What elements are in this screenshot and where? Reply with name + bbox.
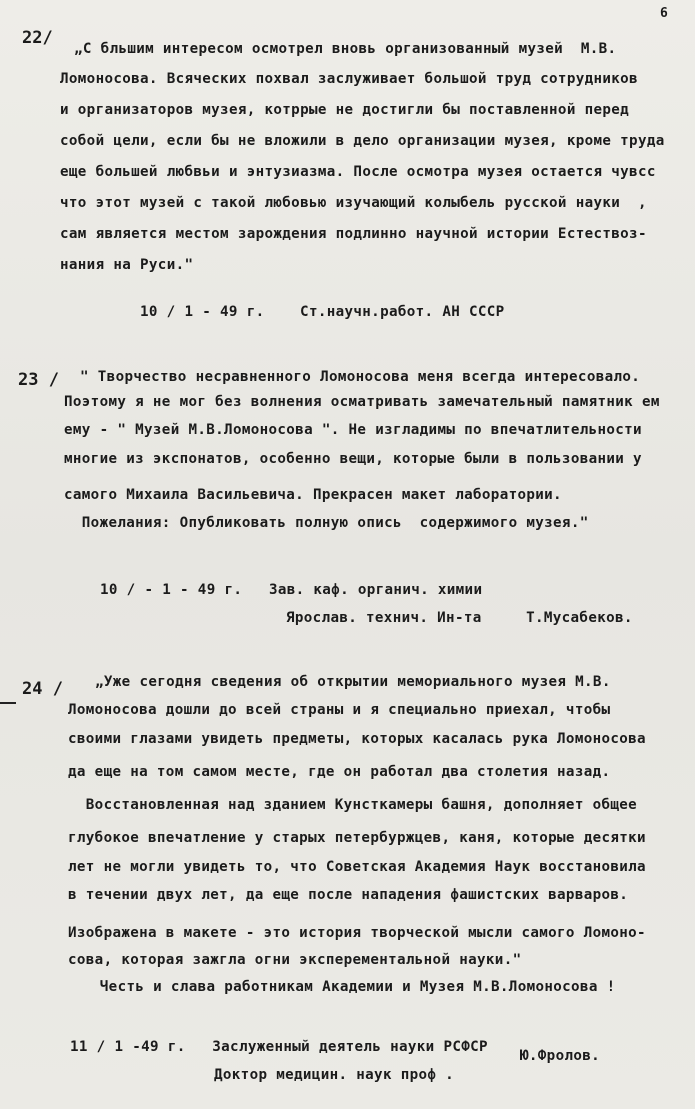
text-line: нания на Руси." bbox=[60, 257, 194, 273]
text-line: „Уже сегодня сведения об открытии мемориального музея М.В. bbox=[95, 674, 611, 690]
text-line: еще большей любвьи и энтузиазма. После осмотра музея остается чувсс bbox=[60, 164, 656, 180]
text-line: Ломоносова. Всяческих похвал заслуживает большой труд сотрудников bbox=[60, 71, 638, 87]
text-line: глубокое впечатление у старых петербуржцев, каня, которые десятки bbox=[68, 830, 646, 846]
text-line: Пожелания: Опубликовать полную опись содержимого музея." bbox=[64, 515, 589, 531]
signature-name: Ю.Фролов. bbox=[520, 1048, 601, 1064]
text-line: Поэтому я не мог без волнения осматривать замечательный памятник ем bbox=[64, 394, 660, 410]
text-line: своими глазами увидеть предметы, которых касалась рука Ломоносова bbox=[68, 731, 646, 747]
text-line: собой цели, если бы не вложили в дело организации музея, кроме труда bbox=[60, 133, 665, 149]
margin-mark bbox=[0, 702, 16, 704]
entry-number: 22/ bbox=[22, 28, 53, 48]
text-line: Восстановленная над зданием Кунсткамеры башня, дополняет общее bbox=[68, 797, 638, 813]
entry-number: 24 / bbox=[22, 679, 63, 699]
date-signature-line: 10 / - 1 - 49 г. Зав. каф. органич. химии bbox=[100, 582, 483, 598]
text-line: „С бльшим интересом осмотрел вновь организованный музей М.В. bbox=[74, 41, 617, 57]
signature-line: Доктор медицин. наук проф . bbox=[214, 1067, 455, 1083]
text-line: что этот музей с такой любовью изучающий колыбель русской науки , bbox=[60, 195, 647, 211]
signature-line: Ярослав. технич. Ин-та Т.Мусабеков. bbox=[286, 610, 633, 626]
entry-number: 23 / bbox=[18, 370, 59, 390]
text-line: Изображена в макете - это история творческой мысли самого Ломоно- bbox=[68, 925, 646, 941]
text-line: многие из экспонатов, особенно вещи, которые были в пользовании у bbox=[64, 451, 642, 467]
text-line: Честь и слава работникам Академии и Музея М.В.Ломоносова ! bbox=[82, 979, 616, 995]
text-line: Ломоносова дошли до всей страны и я специально приехал, чтобы bbox=[68, 702, 611, 718]
page-number: 6 bbox=[660, 6, 668, 21]
date-signature-line: 11 / 1 -49 г. Заслуженный деятель науки РСФСР bbox=[70, 1039, 488, 1055]
text-line: сова, которая зажгла огни эксперементальной науки." bbox=[68, 952, 522, 968]
text-line: в течении двух лет, да еще после нападения фашистских варваров. bbox=[68, 887, 629, 903]
text-line: самого Михаила Васильевича. Прекрасен макет лаборатории. bbox=[64, 487, 562, 503]
text-line: ему - " Музей М.В.Ломоносова ". Не изгладимы по впечатлительности bbox=[64, 422, 642, 438]
text-line: сам является местом зарождения подлинно научной истории Естествоз- bbox=[60, 226, 647, 242]
text-line: " Творчество несравненного Ломоносова меня всегда интересовало. bbox=[80, 369, 641, 385]
date-signature-line: 10 / 1 - 49 г. Ст.научн.работ. АН СССР bbox=[140, 304, 505, 320]
text-line: и организаторов музея, котррые не достигли бы поставленной перед bbox=[60, 102, 630, 118]
text-line: лет не могли увидеть то, что Советская Академия Наук восстановила bbox=[68, 859, 646, 875]
text-line: да еще на том самом месте, где он работал два столетия назад. bbox=[68, 764, 611, 780]
